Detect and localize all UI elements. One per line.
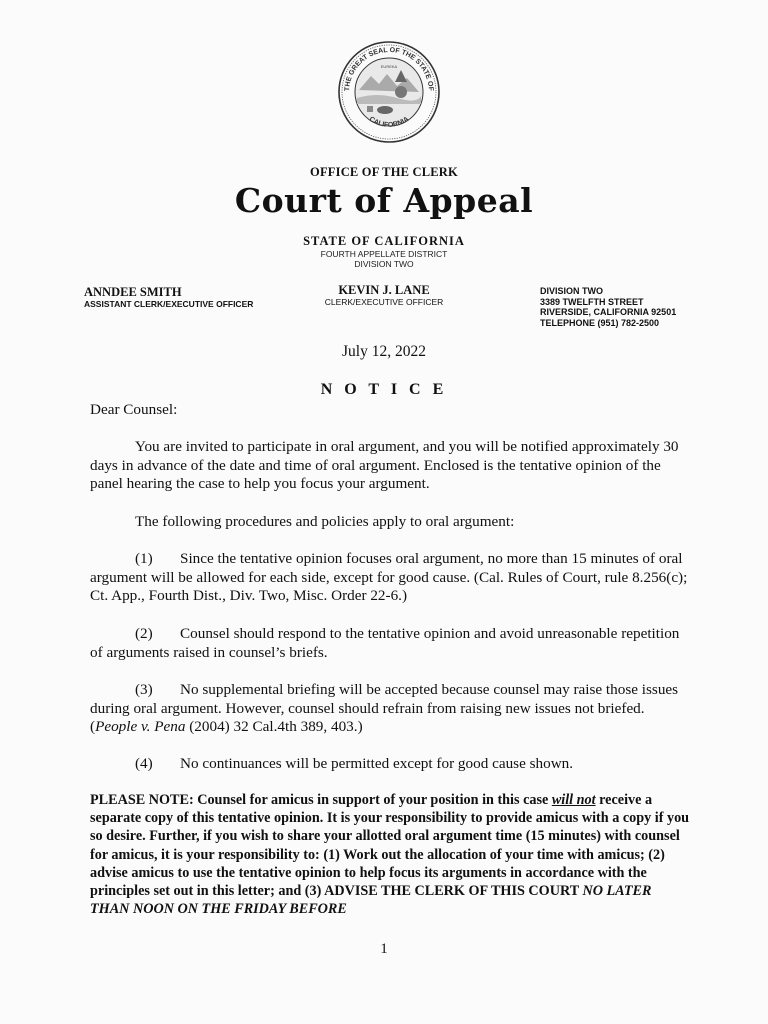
notice-title: N O T I C E (320, 381, 448, 398)
page-number: 1 (380, 941, 388, 957)
assistant-clerk-name: ANNDEE SMITH (84, 285, 182, 299)
item-4-number: (4) (135, 755, 153, 772)
court-name: Court of Appeal (234, 181, 534, 220)
item-2 (90, 625, 690, 662)
office-heading: OFFICE OF THE CLERK (310, 165, 458, 179)
paragraph-invitation: You are invited to participate in oral argument, and you will be notified approximately 30 days in advance of the date and time of oral argument. Enclosed is the tentative opinion of the panel hearing the case to help you focus your argument. (90, 438, 679, 492)
division-name: DIVISION TWO (354, 259, 414, 269)
court-address (540, 286, 676, 328)
note-text-a: PLEASE NOTE: Counsel for amicus in support of your position in this case (90, 792, 552, 808)
item-1-text: Since the tentative opinion focuses oral argument, no more than 15 minutes of oral argument will be allowed for each side, except for good cause. (Cal. Rules of Court, rule 8.256(c); Ct. App., Fourth Dist., Div. Two, Misc. Order 22-6.) (90, 550, 688, 604)
seal-text-top: THE GREAT SEAL OF THE STATE OF (343, 46, 435, 92)
note-deadline: NO LATER THAN NOON ON THE FRIDAY BEFORE (90, 883, 652, 918)
address-line: 3389 TWELFTH STREET (540, 296, 644, 307)
item-2-text: Counsel should respond to the tentative opinion and avoid unreasonable repetition of arguments raised in counsel’s briefs. (90, 625, 680, 661)
item-2-number: (2) (135, 625, 153, 642)
clerk-name: KEVIN J. LANE (338, 283, 430, 297)
clerk-title: CLERK/EXECUTIVE OFFICER (324, 297, 444, 307)
address-line: TELEPHONE (951) 782-2500 (540, 317, 660, 328)
item-1 (90, 550, 690, 606)
note-text-b: receive a separate copy of this tentative opinion. It is your responsibility to provide amicus with a copy if you so desire. Further, if you wish to share your allotted oral argument time (15 minutes) with counsel for amicus, it is your responsibility to: (1) Work out the allocation of your time with amicus; (2) advise amicus to use the tentative opinion to help focus its arguments in accordance with the principles set out in this letter; and (3) ADVISE THE CLERK OF THIS COURT (90, 792, 690, 900)
district-name: FOURTH APPELLATE DISTRICT (320, 249, 448, 259)
item-3-citation: (2004) 32 Cal.4th 389, 403.) (185, 718, 363, 735)
address-line: RIVERSIDE, CALIFORNIA 92501 (540, 307, 677, 317)
item-4-text: No continuances will be permitted except for good cause shown. (180, 755, 574, 772)
paragraph-procedures: The following procedures and policies apply to oral argument: (135, 513, 515, 530)
assistant-clerk-title: ASSISTANT CLERK/EXECUTIVE OFFICER (84, 299, 254, 309)
letter-date: July 12, 2022 (342, 343, 426, 360)
seal-text-bottom: CALIFORNIA (367, 115, 411, 129)
item-3-text: No supplemental briefing will be accepted because counsel may raise those issues during oral argument. However, counsel should refrain from raising new issues not briefed. ( (90, 681, 679, 735)
item-3-number: (3) (135, 681, 153, 698)
salutation: Dear Counsel: (90, 401, 178, 418)
item-3-case-name: People v. Pena (95, 718, 186, 735)
state-name: STATE OF CALIFORNIA (303, 234, 465, 248)
item-4 (90, 755, 690, 774)
address-line: DIVISION TWO (540, 286, 603, 296)
item-1-number: (1) (135, 550, 153, 567)
california-state-seal (337, 40, 441, 144)
item-3 (90, 681, 690, 737)
seal-motto: EUREKA (380, 64, 398, 69)
please-note-paragraph (90, 791, 690, 918)
note-emphasis: will not (551, 792, 596, 808)
